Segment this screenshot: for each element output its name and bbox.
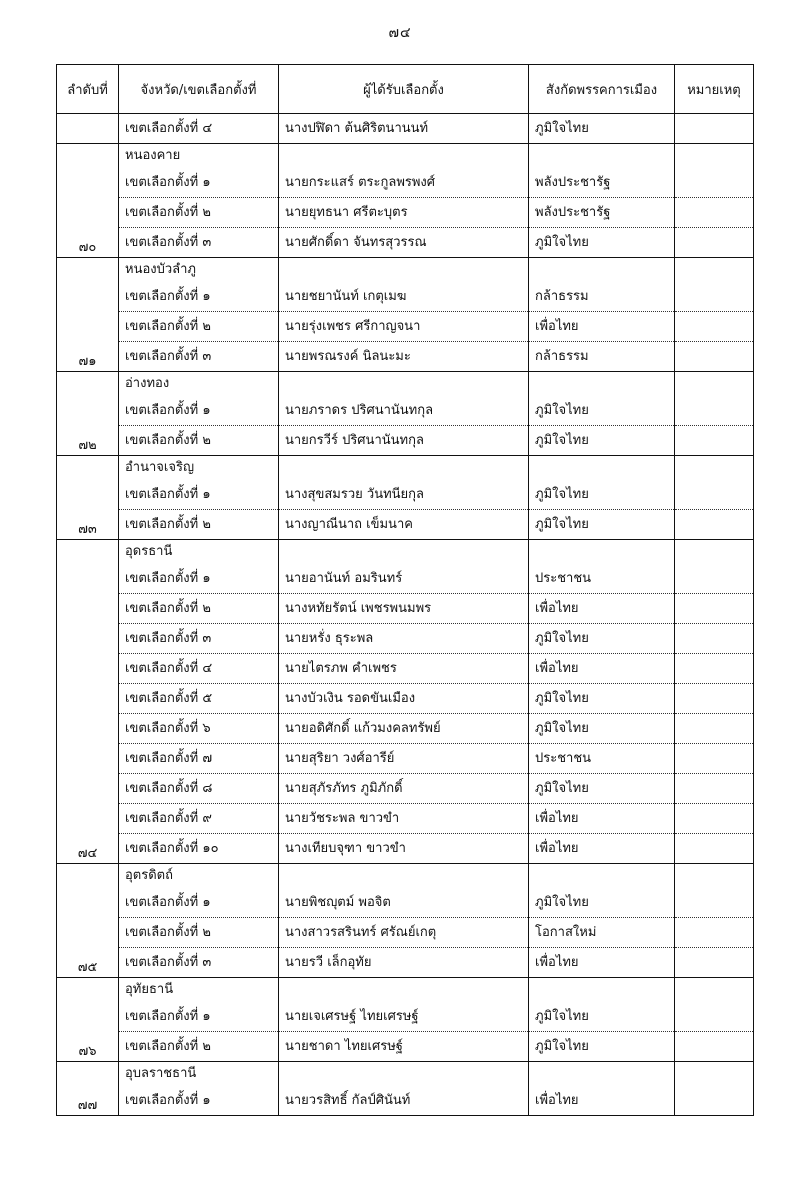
note-cell	[675, 654, 754, 684]
district-label: เขตเลือกตั้งที่ ๓	[125, 349, 212, 364]
table-row	[57, 1062, 754, 1116]
party-name: ภูมิใจไทย	[529, 1032, 675, 1062]
table-row	[57, 1032, 754, 1062]
note-cell	[675, 864, 754, 918]
party-name: ภูมิใจไทย	[529, 510, 675, 540]
district-label: เขตเลือกตั้งที่ ๘	[125, 781, 213, 796]
candidate-name: นางสุขสมรวย วันทนียกุล	[279, 456, 529, 510]
candidate-name: นางญาณีนาถ เข็มนาค	[279, 510, 529, 540]
table-row	[57, 312, 754, 342]
province-name: หนองคาย	[125, 148, 181, 163]
note-cell	[675, 918, 754, 948]
note-cell	[675, 372, 754, 426]
row-number	[57, 114, 119, 144]
candidate-name: นายยุทธนา ศรีตะบุตร	[279, 198, 529, 228]
row-number: ๗๑	[57, 258, 119, 372]
table-row	[57, 744, 754, 774]
table-row	[57, 978, 754, 1032]
note-cell	[675, 312, 754, 342]
district-label: เขตเลือกตั้งที่ ๒	[125, 601, 211, 616]
area-cell	[119, 684, 279, 714]
table-row	[57, 540, 754, 594]
area-cell	[119, 948, 279, 978]
district-label: เขตเลือกตั้งที่ ๒	[125, 319, 211, 334]
area-cell	[119, 198, 279, 228]
candidate-name: นายวรสิทธิ์ กัลป์ศินันท์	[279, 1062, 529, 1116]
area-cell	[119, 258, 279, 312]
area-cell	[119, 114, 279, 144]
table-row	[57, 918, 754, 948]
candidate-name: นายรุ่งเพชร ศรีกาญจนา	[279, 312, 529, 342]
party-name: โอกาสใหม่	[529, 918, 675, 948]
district-label: เขตเลือกตั้งที่ ๕	[125, 691, 213, 706]
candidate-name: นางปฬิดา ต้นศิริตนานนท์	[279, 114, 529, 144]
row-number: ๗๔	[57, 540, 119, 864]
party-name: เพื่อไทย	[529, 654, 675, 684]
area-cell	[119, 654, 279, 684]
table-body	[57, 114, 754, 1116]
district-label: เขตเลือกตั้งที่ ๗	[125, 751, 213, 766]
party-name: ภูมิใจไทย	[529, 714, 675, 744]
note-cell	[675, 258, 754, 312]
party-name: ภูมิใจไทย	[529, 426, 675, 456]
area-cell	[119, 864, 279, 918]
header-note: หมายเหตุ	[675, 65, 754, 114]
note-cell	[675, 1032, 754, 1062]
district-label: เขตเลือกตั้งที่ ๑	[125, 403, 211, 418]
party-name: เพื่อไทย	[529, 804, 675, 834]
header-no: ลำดับที่	[57, 65, 119, 114]
note-cell	[675, 948, 754, 978]
candidate-name: นายสุภัรภัทร ภูมิภักดิ์	[279, 774, 529, 804]
candidate-name: นายรวี เล็กอุทัย	[279, 948, 529, 978]
area-cell	[119, 624, 279, 654]
area-cell	[119, 774, 279, 804]
district-label: เขตเลือกตั้งที่ ๑	[125, 175, 211, 190]
candidate-name: นางสาวรสรินทร์ ศรัณย์เกตุ	[279, 918, 529, 948]
province-name: หนองบัวลำภู	[125, 262, 196, 277]
note-cell	[675, 684, 754, 714]
note-cell	[675, 978, 754, 1032]
note-cell	[675, 774, 754, 804]
note-cell	[675, 342, 754, 372]
table-row	[57, 198, 754, 228]
candidate-name: นายกรวีร์ ปริศนานันทกุล	[279, 426, 529, 456]
province-name: อำนาจเจริญ	[125, 460, 195, 475]
table-row	[57, 228, 754, 258]
note-cell	[675, 456, 754, 510]
header-candidate: ผู้ได้รับเลือกตั้ง	[279, 65, 529, 114]
note-cell	[675, 228, 754, 258]
area-cell	[119, 714, 279, 744]
table-row	[57, 774, 754, 804]
row-number: ๗๕	[57, 864, 119, 978]
candidate-name: นายภราดร ปริศนานันทกุล	[279, 372, 529, 426]
table-row	[57, 834, 754, 864]
province-name: อุดรธานี	[125, 544, 173, 559]
party-name: ภูมิใจไทย	[529, 624, 675, 654]
header-party: สังกัดพรรคการเมือง	[529, 65, 675, 114]
area-cell	[119, 456, 279, 510]
party-name: ภูมิใจไทย	[529, 978, 675, 1032]
table-row	[57, 714, 754, 744]
area-cell	[119, 1032, 279, 1062]
note-cell	[675, 714, 754, 744]
district-label: เขตเลือกตั้งที่ ๒	[125, 205, 211, 220]
province-name: อุตรดิตถ์	[125, 868, 173, 883]
table-row	[57, 624, 754, 654]
table-row	[57, 864, 754, 918]
party-name: พลังประชารัฐ	[529, 198, 675, 228]
area-cell	[119, 342, 279, 372]
table-row	[57, 456, 754, 510]
page-number: ๗๔	[388, 25, 412, 41]
candidate-name: นายพรณรงค์ นิลนะมะ	[279, 342, 529, 372]
area-cell	[119, 510, 279, 540]
candidate-name: นายชาดา ไทยเศรษฐ์	[279, 1032, 529, 1062]
party-name: ภูมิใจไทย	[529, 684, 675, 714]
table-row	[57, 594, 754, 624]
area-cell	[119, 918, 279, 948]
table-row	[57, 426, 754, 456]
candidate-name: นายอานันท์ อมรินทร์	[279, 540, 529, 594]
district-label: เขตเลือกตั้งที่ ๒	[125, 1039, 211, 1054]
district-label: เขตเลือกตั้งที่ ๑๐	[125, 841, 219, 856]
party-name: กล้าธรรม	[529, 342, 675, 372]
province-name: อ่างทอง	[125, 376, 170, 391]
row-number: ๗๓	[57, 456, 119, 540]
election-results-table	[56, 64, 754, 1116]
district-label: เขตเลือกตั้งที่ ๑	[125, 895, 211, 910]
table-row	[57, 114, 754, 144]
area-cell	[119, 540, 279, 594]
note-cell	[675, 510, 754, 540]
district-label: เขตเลือกตั้งที่ ๖	[125, 721, 211, 736]
table-row	[57, 804, 754, 834]
candidate-name: นางหทัยรัตน์ เพชรพนมพร	[279, 594, 529, 624]
candidate-name: นายสุริยา วงศ์อารีย์	[279, 744, 529, 774]
district-label: เขตเลือกตั้งที่ ๑	[125, 1009, 211, 1024]
party-name: พลังประชารัฐ	[529, 144, 675, 198]
table-row	[57, 372, 754, 426]
note-cell	[675, 426, 754, 456]
header-area: จังหวัด/เขตเลือกตั้งที่	[119, 65, 279, 114]
district-label: เขตเลือกตั้งที่ ๔	[125, 661, 213, 676]
party-name: ภูมิใจไทย	[529, 456, 675, 510]
candidate-name: นายวัชระพล ขาวขำ	[279, 804, 529, 834]
district-label: เขตเลือกตั้งที่ ๓	[125, 235, 212, 250]
area-cell	[119, 228, 279, 258]
province-name: อุทัยธานี	[125, 982, 174, 997]
district-label: เขตเลือกตั้งที่ ๓	[125, 955, 212, 970]
table-row	[57, 144, 754, 198]
candidate-name: นายอดิศักดิ์ แก้วมงคลทรัพย์	[279, 714, 529, 744]
area-cell	[119, 144, 279, 198]
candidate-name: นางบัวเงิน รอดขันเมือง	[279, 684, 529, 714]
table-row	[57, 654, 754, 684]
area-cell	[119, 372, 279, 426]
table-row	[57, 948, 754, 978]
area-cell	[119, 804, 279, 834]
note-cell	[675, 114, 754, 144]
row-number: ๗๒	[57, 372, 119, 456]
note-cell	[675, 594, 754, 624]
party-name: ภูมิใจไทย	[529, 774, 675, 804]
district-label: เขตเลือกตั้งที่ ๒	[125, 517, 211, 532]
area-cell	[119, 1062, 279, 1116]
district-label: เขตเลือกตั้งที่ ๑	[125, 571, 211, 586]
note-cell	[675, 804, 754, 834]
district-label: เขตเลือกตั้งที่ ๑	[125, 1093, 211, 1108]
area-cell	[119, 834, 279, 864]
candidate-name: นายเจเศรษฐ์ ไทยเศรษฐ์	[279, 978, 529, 1032]
row-number: ๗๖	[57, 978, 119, 1062]
note-cell	[675, 744, 754, 774]
party-name: เพื่อไทย	[529, 594, 675, 624]
table-row	[57, 684, 754, 714]
note-cell	[675, 540, 754, 594]
table-row	[57, 342, 754, 372]
party-name: ภูมิใจไทย	[529, 864, 675, 918]
district-label: เขตเลือกตั้งที่ ๑	[125, 289, 211, 304]
district-label: เขตเลือกตั้งที่ ๔	[125, 121, 213, 136]
area-cell	[119, 594, 279, 624]
note-cell	[675, 1062, 754, 1116]
party-name: ประชาชน	[529, 540, 675, 594]
party-name: ภูมิใจไทย	[529, 372, 675, 426]
party-name: เพื่อไทย	[529, 312, 675, 342]
district-label: เขตเลือกตั้งที่ ๒	[125, 433, 211, 448]
table-header-row	[57, 65, 754, 114]
party-name: ภูมิใจไทย	[529, 114, 675, 144]
note-cell	[675, 144, 754, 198]
row-number: ๗๗	[57, 1062, 119, 1116]
candidate-name: นายพิชญุตม์ พอจิต	[279, 864, 529, 918]
district-label: เขตเลือกตั้งที่ ๒	[125, 925, 211, 940]
party-name: เพื่อไทย	[529, 834, 675, 864]
note-cell	[675, 624, 754, 654]
candidate-name: นายหรั่ง ธุระพล	[279, 624, 529, 654]
party-name: กล้าธรรม	[529, 258, 675, 312]
candidate-name: นายชยานันท์ เกตุเมฆ	[279, 258, 529, 312]
area-cell	[119, 744, 279, 774]
note-cell	[675, 198, 754, 228]
candidate-name: นายศักดิ์ดา จันทรสุวรรณ	[279, 228, 529, 258]
candidate-name: นายกระแสร์ ตระกูลพรพงศ์	[279, 144, 529, 198]
party-name: ภูมิใจไทย	[529, 228, 675, 258]
party-name: เพื่อไทย	[529, 1062, 675, 1116]
candidate-name: นายไตรภพ คำเพชร	[279, 654, 529, 684]
area-cell	[119, 426, 279, 456]
area-cell	[119, 312, 279, 342]
row-number: ๗๐	[57, 144, 119, 258]
district-label: เขตเลือกตั้งที่ ๑	[125, 487, 211, 502]
table-row	[57, 258, 754, 312]
table-row	[57, 510, 754, 540]
district-label: เขตเลือกตั้งที่ ๙	[125, 811, 212, 826]
party-name: เพื่อไทย	[529, 948, 675, 978]
party-name: ประชาชน	[529, 744, 675, 774]
candidate-name: นางเทียบจุฑา ขาวขำ	[279, 834, 529, 864]
district-label: เขตเลือกตั้งที่ ๓	[125, 631, 212, 646]
note-cell	[675, 834, 754, 864]
area-cell	[119, 978, 279, 1032]
province-name: อุบลราชธานี	[125, 1066, 197, 1081]
